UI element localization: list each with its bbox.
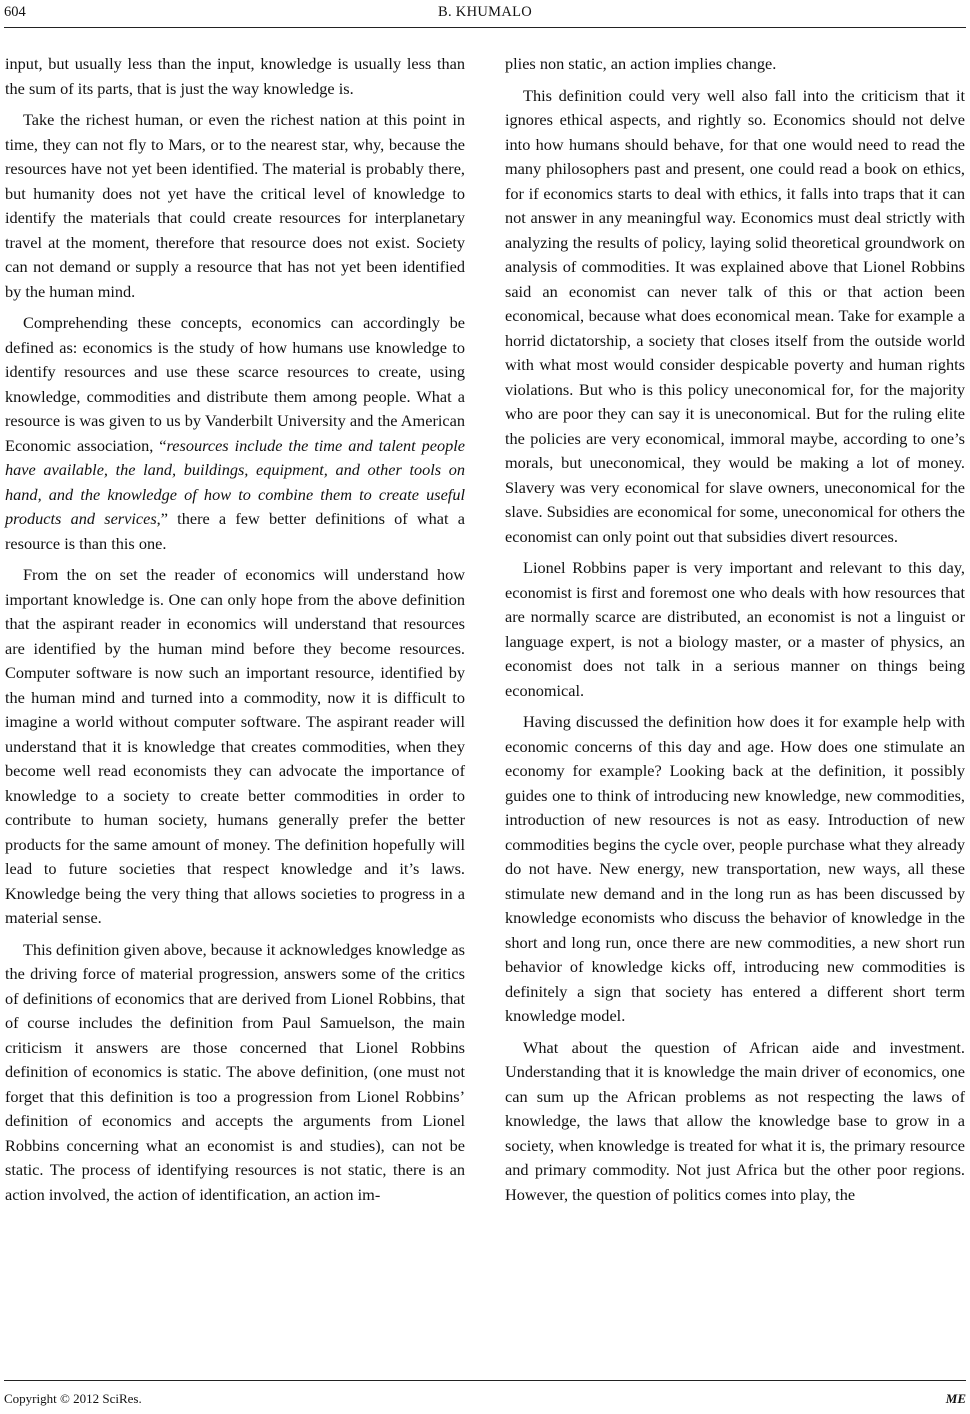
paragraph-with-quote <box>5 311 465 556</box>
paragraph: From the on set the reader of economics will understand how important knowledge is. One can only hope from the above definition that the aspirant reader in economics will understand that resources are identified by the human mind before they become resources. Computer software is now such an important resource, identified by the human mind and turned into a commodity, now it is difficult to imagine a world without computer software. The aspirant reader will understand that it is knowledge that creates commodities, when they become well read economists they can advocate the importance of knowledge to a society to create better commodities in order to contribute to human society, humans generally prefer the better products for the same amount of money. The definition hopefully will lead to future societies that respect knowledge and it’s laws. Knowledge being the very thing that allows societies to progress in a material sense. <box>5 565 465 927</box>
paragraph: This definition given above, because it acknowledges knowledge as the driving force of material progression, answers some of the critics of definitions of economics that are derived from Lionel Robbins, that of course includes the definition from Paul Samuelson, the main criticism it answers are those concerned that Lionel Robbins definition of economics is static. The above definition, (one must not forget that this definition is too a progression from Lionel Robbins’ definition of economics and accepts the arguments from Lionel Robbins concerning what an economist is and studies), can not be static. The process of identifying resources is not static, there is an action involved, the action of identification, an action im- <box>5 939 465 1204</box>
paragraph: This definition could very well also fall into the criticism that it ignores ethical aspects, and rightly so. Economics should not delve into how humans should behave, for that one would need to read the many philosophers past and present, one could read a book on ethics, for if economics starts to deal with ethics, it falls into traps that it can not answer in any meaningful way. Economics must deal strictly with analyzing the results of policy, laying solid theoretical groundwork on analysis of commodities. It was explained above that Lionel Robbins said an economist can never talk of this or that action been economical, because what does economical mean. Take for example a horrid dictatorship, a society that closes itself from the outside world with what most would consider despicable poverty and human rights violations. But who is this policy uneconomical for, for the majority who are poor they can say it is uneconomical. But for the ruling elite the policies are very economical, immoral maybe, according to one’s morals, but uneconomical, they would be making a lot of money. Slavery was very economical for slave owners, uneconomical for the slave. Subsidies are economical for some, uneconomical for others the economist can only point out that subsidies divert resources. <box>505 85 965 546</box>
right-column <box>505 52 965 1214</box>
left-column <box>5 52 465 1214</box>
journal-abbreviation: ME <box>945 1391 966 1406</box>
footer-rule <box>4 1380 966 1381</box>
paragraph: Having discussed the definition how does it for example help with economic concerns of this day and age. How does one stimulate an economy for example? Looking back at the definition, it possibly guides one to think of introducing new knowledge, new commodities, introduction of new resources is not as easy. Introduction of new commodities begins the cycle over, people purchase what they already do not have. New energy, new transportation, new ways, all these stimulate new demand and in the long run as has been discussed by knowledge economists who discuss the behavior of knowledge in the short and long run, once there are new commodities, a new short run behavior of knowledge kicks off, introducing new commodities is definitely a sign that society has entered a different short term knowledge model. <box>505 712 965 1025</box>
paragraph-text: ,” there a few better definitions of what a resource is than this one. <box>5 509 465 553</box>
paragraph: What about the question of African aide and investment. Understanding that it is knowledge the main driver of economics, one can sum up the African problems as not respecting the laws of knowledge, the laws that allow the knowledge base to grow in a society, when knowledge is treated for what it is, the primary resource and primary commodity. Not just Africa but the other poor regions. However, the question of politics comes into play, the <box>505 1037 965 1204</box>
paragraph: Lionel Robbins paper is very important and relevant to this day, economist is first and foremost one who deals with how resources that are normally scarce are distributed, an economist is not a linguist or language expert, is not a biology master, or a master of physics, an economist does not talk in a serious manner on things being economical. <box>505 558 965 700</box>
resource-definition-quote: resources include the time and talent people have available, the land, buildings, equipment, and other tools on hand, and the knowledge of how to combine them to create useful products and services <box>5 435 465 528</box>
copyright-notice: Copyright © 2012 SciRes. <box>4 1391 142 1406</box>
paragraph: Take the richest human, or even the richest nation at this point in time, they can not fly to Mars, or to the nearest star, why, because the resources have not yet been identified. The material is probably there, but humanity does not yet have the critical level of knowledge to identify the materials that could create resources for interplanetary travel at the moment, therefore that resource does not exist. Society can not demand or supply a resource that has not yet been identified by the human mind. <box>5 110 465 301</box>
paragraph: plies non static, an action implies change. <box>505 54 777 73</box>
running-head-author: B. KHUMALO <box>437 4 533 20</box>
page-footer <box>4 1391 966 1411</box>
page-number: 604 <box>4 4 26 20</box>
paragraph: input, but usually less than the input, knowledge is usually less than the sum of its parts, that is just the way knowledge is. <box>5 54 465 98</box>
page-header <box>4 4 966 24</box>
paragraph-text: Comprehending these concepts, economics can accordingly be defined as: economics is the study of how humans use knowledge to identify resources and use these scarce resources to create, using knowledge, commodities and distribute them among people. What a resource is was given to us by Vanderbilt University and the American Economic association, “ <box>5 313 465 455</box>
header-rule <box>4 27 966 28</box>
